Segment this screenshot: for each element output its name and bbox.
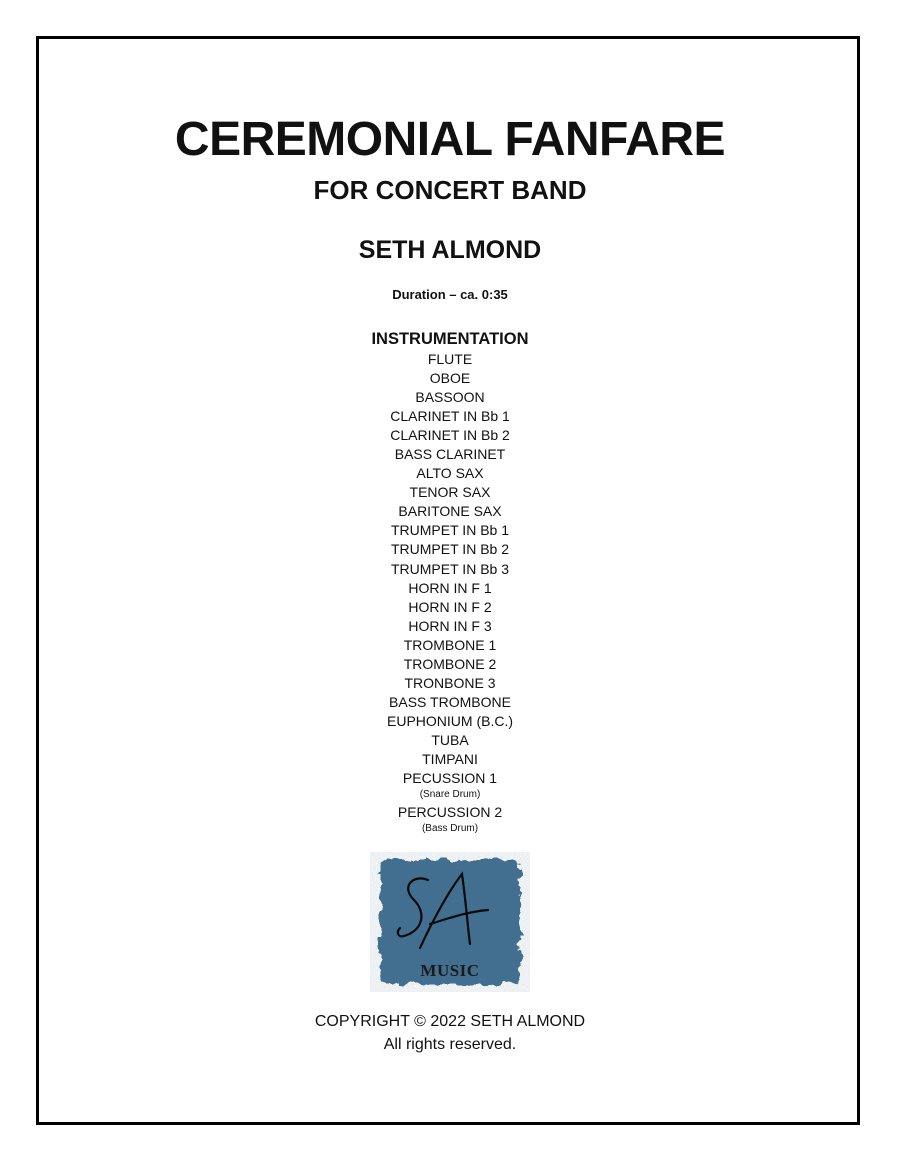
composer-name: SETH ALMOND <box>358 236 542 264</box>
instrument-item: CLARINET IN Bb 1 <box>390 408 510 425</box>
instrumentation-list <box>0 350 900 837</box>
instrument-note: (Bass Drum) <box>421 822 479 834</box>
instrument-item: TROMBONE 2 <box>403 655 497 672</box>
instrument-item: PERCUSSION 2 <box>397 803 503 820</box>
logo-word: MUSIC <box>420 961 480 980</box>
instrument-item: TROMBONE 1 <box>403 636 497 653</box>
instrument-item: BASSOON <box>415 389 485 406</box>
instrument-item: HORN IN F 3 <box>408 617 492 634</box>
instrument-item: BARITONE SAX <box>398 503 502 520</box>
instrument-item: CLARINET IN Bb 2 <box>390 427 510 444</box>
instrument-item: EUPHONIUM (B.C.) <box>387 712 513 729</box>
instrument-item: BASS CLARINET <box>394 446 506 463</box>
instrument-item: TRUMPET IN Bb 2 <box>391 541 509 558</box>
instrument-item: BASS TROMBONE <box>389 693 511 710</box>
instrument-item: TRUMPET IN Bb 1 <box>391 522 509 539</box>
instrument-item: TIMPANI <box>422 750 478 767</box>
instrument-item: ALTO SAX <box>416 465 484 482</box>
instrument-item: FLUTE <box>427 351 473 367</box>
instrument-note: (Snare Drum) <box>419 789 481 801</box>
instrument-item: TUBA <box>431 731 469 748</box>
instrument-item: HORN IN F 2 <box>408 598 492 615</box>
instrument-item: HORN IN F 1 <box>408 579 492 596</box>
page-subtitle: FOR CONCERT BAND <box>313 175 587 205</box>
sa-music-logo <box>370 852 530 992</box>
page-title: CEREMONIAL FANFARE <box>174 113 726 166</box>
instrument-item: TENOR SAX <box>409 484 491 501</box>
instrument-item: OBOE <box>429 370 471 387</box>
instrument-item: TRONBONE 3 <box>404 674 496 691</box>
copyright-text: COPYRIGHT © 2022 SETH ALMOND <box>314 1013 586 1030</box>
duration-text: Duration – ca. 0:35 <box>392 287 508 302</box>
instrument-item: PECUSSION 1 <box>402 770 498 787</box>
rights-text: All rights reserved. <box>383 1036 517 1053</box>
instrumentation-heading: INSTRUMENTATION <box>371 330 529 348</box>
instrument-item: TRUMPET IN Bb 3 <box>391 560 509 577</box>
